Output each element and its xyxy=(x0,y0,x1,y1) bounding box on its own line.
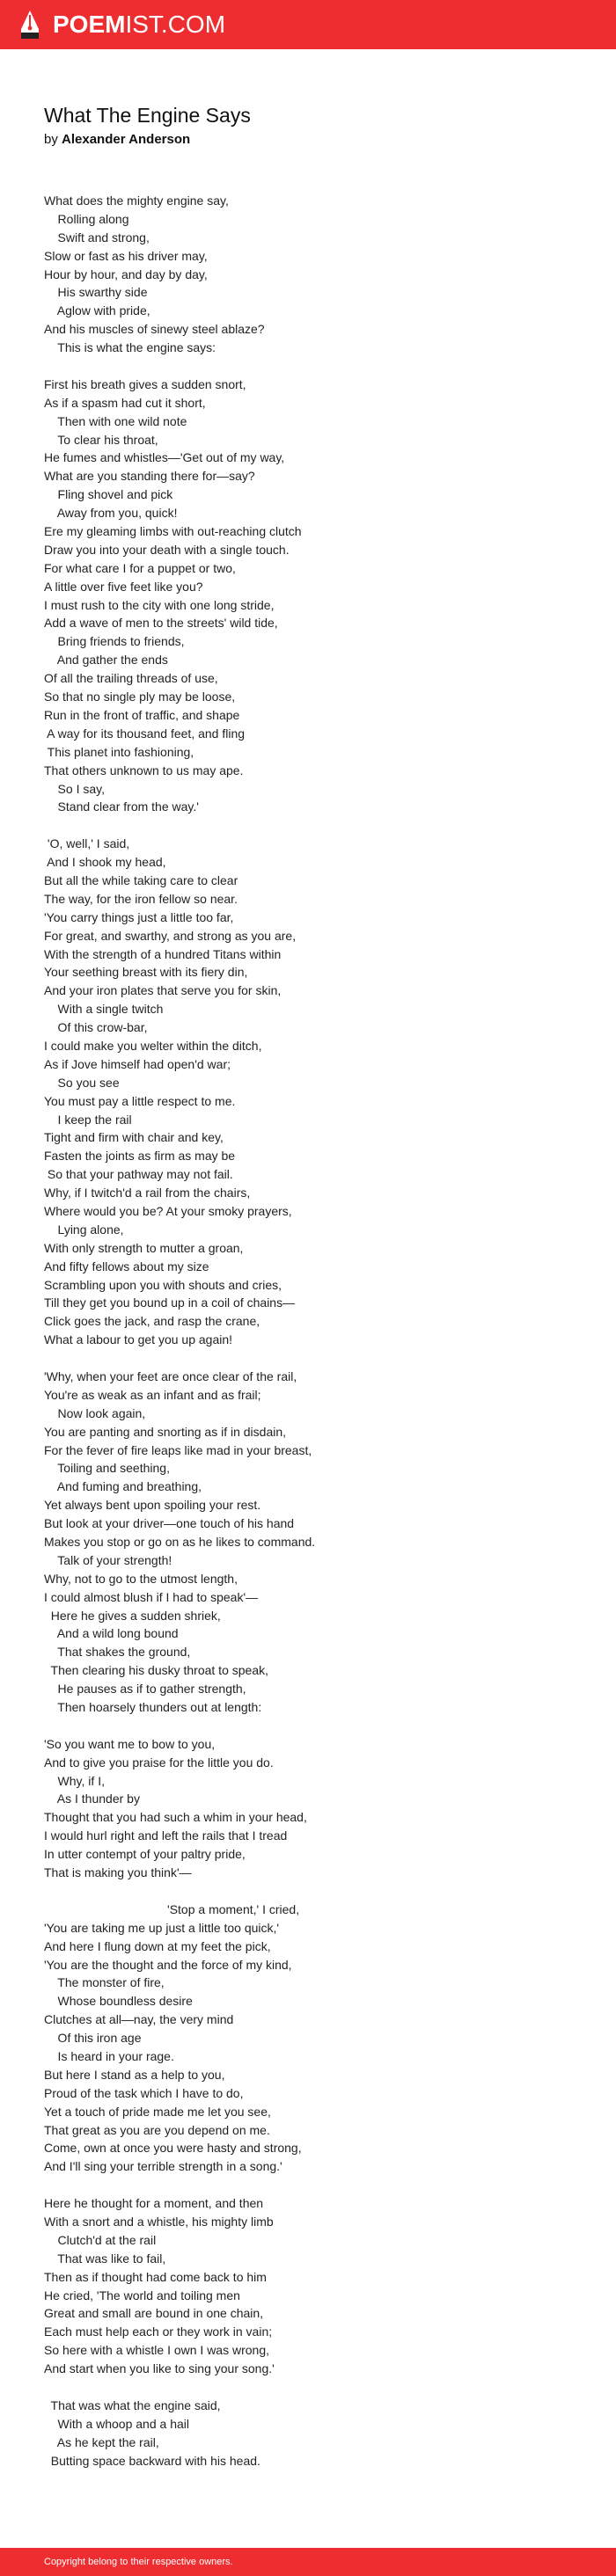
poem-line: Of this iron age xyxy=(44,2031,142,2046)
stanza-break xyxy=(44,1349,590,1368)
logo-light-text: IST.COM xyxy=(125,11,226,38)
poem-line: Then as if thought had come back to him xyxy=(44,2269,267,2284)
poem-line: But here I stand as a help to you, xyxy=(44,2067,225,2082)
poem-line: First his breath gives a sudden snort, xyxy=(44,376,246,391)
poem-line: 'Why, when your feet are once clear of the rail, xyxy=(44,1369,297,1383)
poem-line: Stand clear from the way.' xyxy=(44,799,199,814)
poem-line: Run in the front of traffic, and shape xyxy=(44,707,240,722)
poem-line: So you see xyxy=(44,1075,120,1090)
poem-line: Swift and strong, xyxy=(44,230,150,244)
poem-line: 'O, well,' I said, xyxy=(44,836,130,851)
poem-line: Add a wave of men to the streets' wild tide, xyxy=(44,616,278,631)
poem-line: What are you standing there for—say? xyxy=(44,469,255,484)
poem-line: Makes you stop or go on as he likes to command. xyxy=(44,1535,316,1550)
poem-line: Toiling and seething, xyxy=(44,1461,170,1476)
poem-line: Butting space backward with his head. xyxy=(44,2453,260,2468)
poem-line: Ere my gleaming limbs with out-reaching clutch xyxy=(44,524,302,539)
site-header xyxy=(0,0,616,49)
poem-line: That great as you are you depend on me. xyxy=(44,2122,270,2137)
poem-line: 'You are taking me up just a little too quick,' xyxy=(44,1920,280,1935)
poem-line: That others unknown to us may ape. xyxy=(44,763,244,777)
poem-line: Slow or fast as his driver may, xyxy=(44,248,208,263)
poem-line: I could make you welter within the ditch, xyxy=(44,1038,262,1053)
poem-line: You're as weak as an infant and as frail; xyxy=(44,1387,261,1402)
poem-line: And start when you like to sing your song.' xyxy=(44,2361,275,2376)
poem-line: And gather the ends xyxy=(44,653,168,668)
poem-line: Come, own at once you were hasty and strong, xyxy=(44,2141,302,2156)
poem-line: A little over five feet like you? xyxy=(44,579,203,594)
poem-line: So that your pathway may not fail. xyxy=(44,1167,233,1182)
stanza-break xyxy=(44,1717,590,1735)
poem-line: Whose boundless desire xyxy=(44,1994,193,2009)
poem-line: You must pay a little respect to me. xyxy=(44,1093,236,1108)
copyright-text: Copyright belong to their respective owners. xyxy=(44,2557,233,2567)
logo-bold-text: POEM xyxy=(53,11,126,38)
poem-line: Great and small are bound in one chain, xyxy=(44,2306,264,2321)
poem-line: Clutch'd at the rail xyxy=(44,2232,157,2247)
poem-line: Scrambling upon you with shouts and cries, xyxy=(44,1277,282,1292)
poem-line: Clutches at all—nay, the very mind xyxy=(44,2012,234,2027)
site-footer xyxy=(0,2548,616,2576)
poem-line: And your iron plates that serve you for skin, xyxy=(44,983,282,998)
poem-line: The way, for the iron fellow so near. xyxy=(44,891,238,906)
poem-line: Away from you, quick! xyxy=(44,506,178,521)
poem-line: As if Jove himself had open'd war; xyxy=(44,1056,231,1071)
poem-line: This planet into fashioning, xyxy=(44,744,194,759)
stanza-break xyxy=(44,357,590,376)
poem-line: A way for its thousand feet, and fling xyxy=(44,726,246,741)
poem-line: And fifty fellows about my size xyxy=(44,1259,209,1273)
poem-line: He pauses as if to gather strength, xyxy=(44,1682,246,1697)
poem-line: As he kept the rail, xyxy=(44,2434,159,2449)
poem-line: I could almost blush if I had to speak'— xyxy=(44,1589,259,1604)
poem-line: The monster of fire, xyxy=(44,1975,165,1990)
poem-line: That was like to fail, xyxy=(44,2251,166,2266)
poem-line: Talk of your strength! xyxy=(44,1552,172,1567)
poem-line: Draw you into your death with a single touch. xyxy=(44,542,290,557)
poem-line: 'You carry things just a little too far, xyxy=(44,909,234,924)
poem-title: What The Engine Says xyxy=(44,104,251,127)
poem-line: So here with a whistle I own I was wrong, xyxy=(44,2343,270,2358)
poem-line: And a wild long bound xyxy=(44,1626,179,1641)
poem-line: With only strength to mutter a groan, xyxy=(44,1240,244,1255)
poem-line: Here he thought for a moment, and then xyxy=(44,2196,264,2211)
poem-line: Proud of the task which I have to do, xyxy=(44,2085,244,2100)
poem-line: Then with one wild note xyxy=(44,413,187,428)
poem-line: Click goes the jack, and rasp the crane, xyxy=(44,1314,260,1329)
poem-line: Is heard in your rage. xyxy=(44,2048,174,2063)
poem-line: Rolling along xyxy=(44,211,129,226)
poem-line: Now look again, xyxy=(44,1405,146,1420)
poem-line: Then hoarsely thunders out at length: xyxy=(44,1700,262,1715)
byline xyxy=(44,131,190,149)
stanza-break xyxy=(44,1882,590,1901)
poem-line: You are panting and snorting as if in disdain, xyxy=(44,1424,287,1439)
poem-line: He cried, 'The world and toiling men xyxy=(44,2288,240,2302)
by-label: by xyxy=(44,132,58,147)
poem-line: Yet always bent upon spoiling your rest. xyxy=(44,1498,261,1513)
poem-line: I would hurl right and left the rails that I tread xyxy=(44,1828,288,1843)
poem-line: 'Stop a moment,' I cried, xyxy=(44,1901,300,1916)
poem-line: As I thunder by xyxy=(44,1792,140,1806)
poem-line: What does the mighty engine say, xyxy=(44,193,229,208)
author-name[interactable]: Alexander Anderson xyxy=(62,132,191,147)
poem-line: Yet a touch of pride made me let you see, xyxy=(44,2104,271,2119)
poem-line: That is making you think'— xyxy=(44,1865,192,1880)
poem-line: And I shook my head, xyxy=(44,855,166,870)
poem-line: Then clearing his dusky throat to speak, xyxy=(44,1663,268,1678)
poem-line: For great, and swarthy, and strong as you are, xyxy=(44,928,297,943)
poem-line: Here he gives a sudden shriek, xyxy=(44,1608,221,1623)
poem-line: That was what the engine said, xyxy=(44,2397,221,2412)
poem-line: He fumes and whistles—'Get out of my way, xyxy=(44,450,285,465)
poem-line: And here I flung down at my feet the pick, xyxy=(44,1938,271,1953)
poem-line: I keep the rail xyxy=(44,1112,132,1127)
poem-line: With the strength of a hundred Titans within xyxy=(44,946,282,961)
poem-line: Tight and firm with chair and key, xyxy=(44,1130,224,1145)
poem-line: With a single twitch xyxy=(44,1002,164,1017)
poem-line: But look at your driver—one touch of his hand xyxy=(44,1516,295,1531)
poem-line: This is what the engine says: xyxy=(44,340,216,355)
poem-line: But all the while taking care to clear xyxy=(44,872,238,887)
poem-line: Each must help each or they work in vain; xyxy=(44,2324,273,2339)
poem-line: As if a spasm had cut it short, xyxy=(44,395,206,410)
poem-line: I must rush to the city with one long stride, xyxy=(44,597,275,612)
poem-line: So I say, xyxy=(44,781,105,796)
pen-nib-logo-icon[interactable] xyxy=(19,10,40,40)
poem-line: So that no single ply may be loose, xyxy=(44,690,236,704)
stanza-break xyxy=(44,2176,590,2194)
poem-line: Fling shovel and pick xyxy=(44,487,173,502)
poem-line: Where would you be? At your smoky prayers, xyxy=(44,1203,292,1218)
poem-line: Thought that you had such a whim in your head, xyxy=(44,1810,307,1825)
poem-line: Bring friends to friends, xyxy=(44,634,185,649)
stanza-break xyxy=(44,816,590,835)
poem-line: Why, not to go to the utmost length, xyxy=(44,1571,238,1586)
poem-line: Aglow with pride, xyxy=(44,303,150,318)
poem-line: Hour by hour, and day by day, xyxy=(44,266,208,281)
poem-line: And to give you praise for the little you do. xyxy=(44,1755,274,1770)
poem-line: With a whoop and a hail xyxy=(44,2416,189,2431)
poem-line: In utter contempt of your paltry pride, xyxy=(44,1847,246,1862)
poem-line: For what care I for a puppet or two, xyxy=(44,560,236,575)
poem-line: Fasten the joints as firm as may be xyxy=(44,1149,236,1164)
poem-line: 'So you want me to bow to you, xyxy=(44,1736,216,1751)
poem-line: His swarthy side xyxy=(44,285,148,300)
poem-line: Of this crow-bar, xyxy=(44,1020,148,1035)
poem-line: Your seething breast with its fiery din, xyxy=(44,965,248,980)
poem-line: Lying alone, xyxy=(44,1222,124,1237)
poem-line: Till they get you bound up in a coil of chains— xyxy=(44,1295,296,1310)
site-logo[interactable] xyxy=(53,11,225,38)
poem-line: To clear his throat, xyxy=(44,432,158,447)
poem-line: What a labour to get you up again! xyxy=(44,1332,233,1347)
poem-line: And fuming and breathing, xyxy=(44,1479,202,1494)
poem-line: And his muscles of sinewy steel ablaze? xyxy=(44,322,265,337)
stanza-break xyxy=(44,2378,590,2397)
poem-line: 'You are the thought and the force of my kind, xyxy=(44,1957,292,1972)
poem-line: That shakes the ground, xyxy=(44,1645,191,1660)
poem-line: With a snort and a whistle, his mighty limb xyxy=(44,2214,274,2229)
poem-line: Of all the trailing threads of use, xyxy=(44,671,218,686)
poem-line: And I'll sing your terrible strength in a song.' xyxy=(44,2159,282,2174)
poem-line: Why, if I twitch'd a rail from the chairs, xyxy=(44,1186,251,1200)
poem-body xyxy=(44,192,590,2470)
poem-line: Why, if I, xyxy=(44,1773,105,1788)
poem-line: For the fever of fire leaps like mad in your breast, xyxy=(44,1442,312,1457)
